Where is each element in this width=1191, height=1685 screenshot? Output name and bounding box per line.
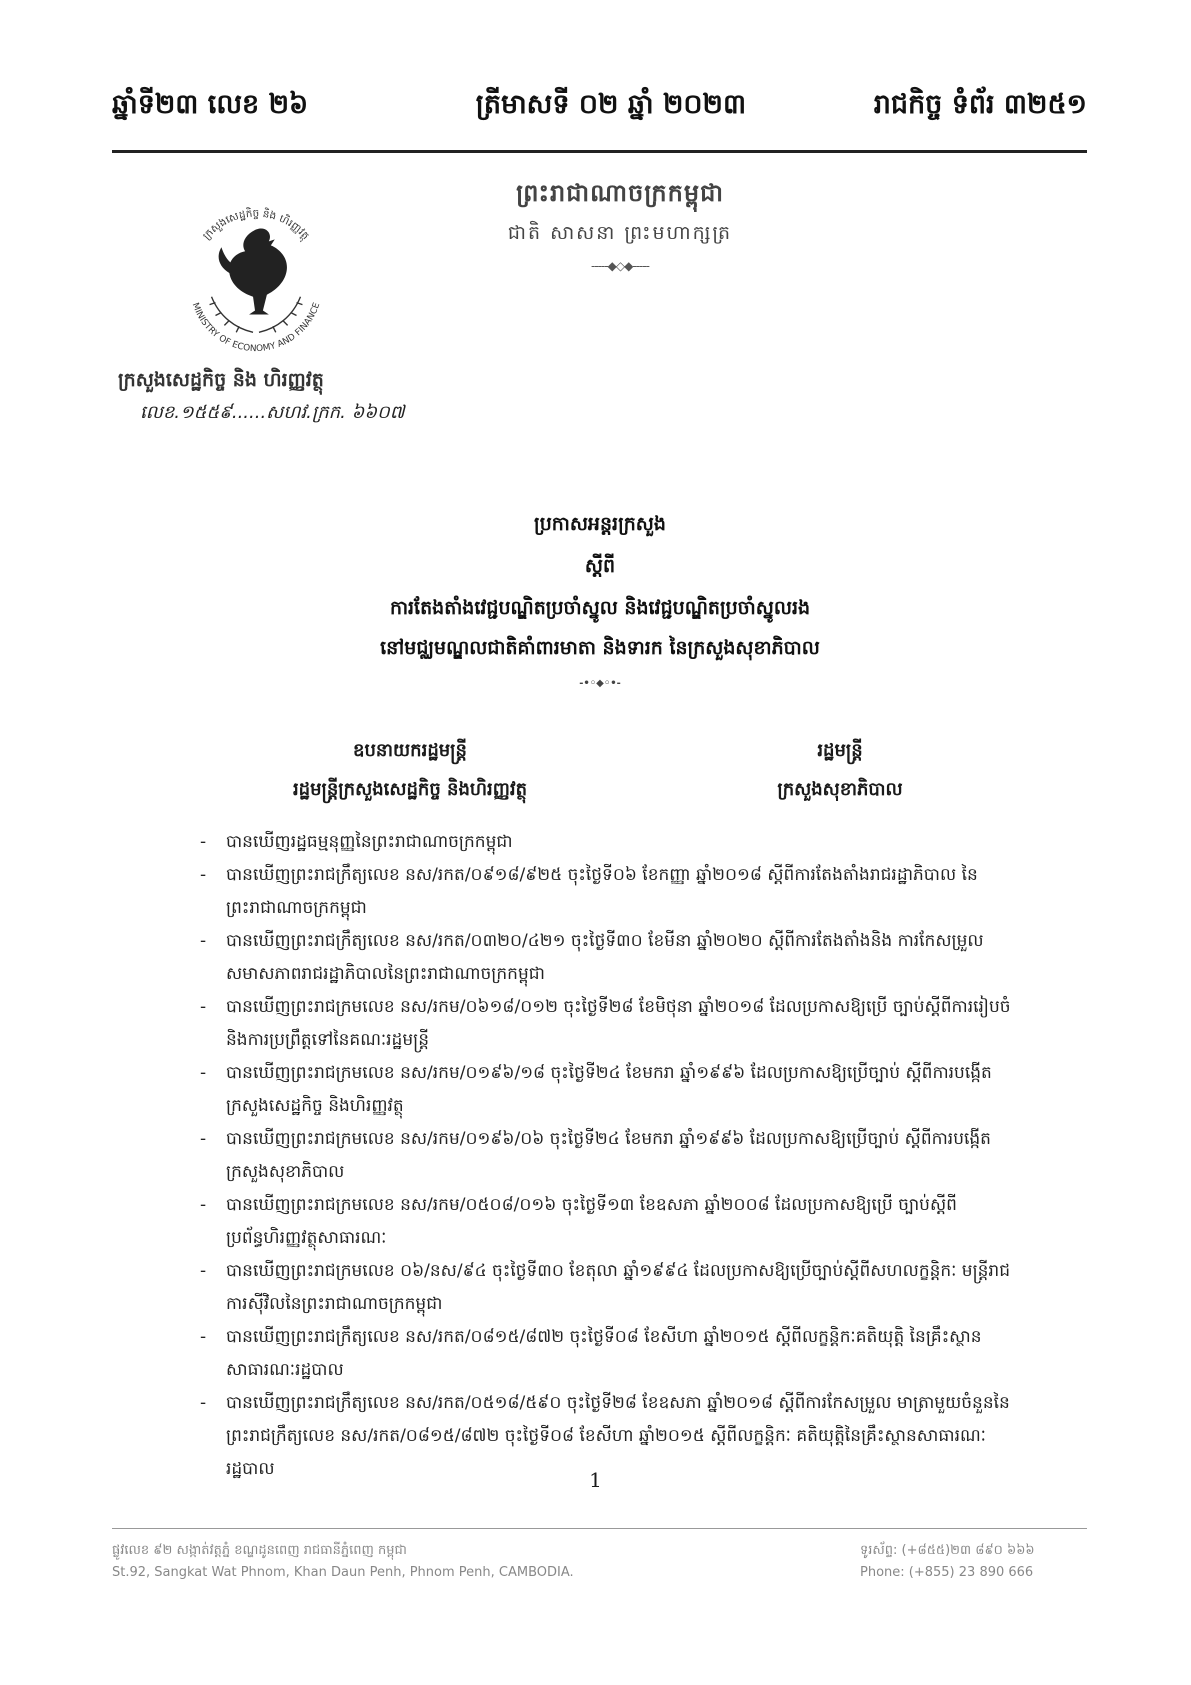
gazette-page: រាជកិច្ច ទំព័រ ៣២៥១: [873, 89, 1087, 120]
kingdom-heading: [465, 178, 775, 273]
title-line-4: នៅមជ្ឈមណ្ឌលជាតិគាំពារមាតា និងទារក នៃក្រសួងសុខាភិបាល: [380, 637, 820, 659]
signatory-left: [250, 738, 570, 804]
signatory-right-ministry: ក្រសួងសុខាភិបាល: [777, 779, 903, 800]
page-number: 1: [589, 1468, 602, 1492]
list-item: - បានឃើញព្រះរាជក្រមលេខ នស/រកម/០១៩៦/១៨ ចុះថ្ងៃទី២៤ ខែមករា ឆ្នាំ១៩៩៦ ដែលប្រកាសឱ្យប្រើច្បាប់ ស្តីពីការបង្កើតក្រសួងសេដ្ឋកិច្ច និងហិរញ្ញវត្ថុ: [200, 1057, 1030, 1123]
list-item: - បានឃើញព្រះរាជក្រឹត្យលេខ នស/រកត/០៥១៨/៥៩០ ចុះថ្ងៃទី២៨ ខែឧសភា ឆ្នាំ២០១៨ ស្តីពីការកែសម្រួល មាត្រាមួយចំនួននៃព្រះរាជក្រឹត្យលេខ នស/រកត/០៨១៥/៨៧២ ចុះថ្ងៃទី០៨ ខែសីហា ឆ្នាំ២០១៥ ស្តីពីលក្ខន្តិកៈ គតិយុត្តិនៃគ្រឹះស្ថានសាធារណៈរដ្ឋបាល: [200, 1387, 1030, 1486]
seal-text-top: ក្រសួងសេដ្ឋកិច្ច និង ហិរញ្ញវត្ថុ: [200, 207, 312, 243]
title-line-2: ស្តីពី: [584, 555, 616, 577]
kingdom-title: ព្រះរាជាណាចក្រកម្ពុជា: [516, 179, 724, 207]
signatory-right-title: រដ្ឋមន្ត្រី: [817, 740, 863, 761]
signatory-right: [740, 738, 940, 804]
footer-phone-en: Phone: (+855) 23 890 666: [860, 1565, 1034, 1580]
kinnari-bird-icon: [219, 228, 287, 314]
list-item: - បានឃើញព្រះរាជក្រមលេខ នស/រកម/០១៩៦/០៦ ចុះថ្ងៃទី២៤ ខែមករា ឆ្នាំ១៩៩៦ ដែលប្រកាសឱ្យប្រើច្បាប់ ស្តីពីការបង្កើតក្រសួងសុខាភិបាល: [200, 1123, 1030, 1189]
gazette-year-issue: ឆ្នាំទី២៣ លេខ ២៦: [112, 89, 309, 120]
document-title: [120, 512, 1080, 689]
considerations-list: [200, 826, 1030, 1486]
signatory-left-ministry: រដ្ឋមន្ត្រីក្រសួងសេដ្ឋកិច្ច និងហិរញ្ញវត្ថុ: [292, 779, 528, 800]
list-item: - បានឃើញរដ្ឋធម្មនុញ្ញនៃព្រះរាជាណាចក្រកម្ពុជា: [200, 826, 1030, 859]
kingdom-ornament: -----◆◇◆-----: [591, 259, 649, 273]
list-item: - បានឃើញព្រះរាជក្រមលេខ ០៦/នស/៩៤ ចុះថ្ងៃទី៣០ ខែតុលា ឆ្នាំ១៩៩៤ ដែលប្រកាសឱ្យប្រើច្បាប់ស្តីពីសហលក្ខន្តិកៈ មន្ត្រីរាជការស៊ីវិលនៃព្រះរាជាណាចក្រកម្ពុជា: [200, 1255, 1030, 1321]
title-line-3: ការតែងតាំងវេជ្ជបណ្ឌិតប្រចាំស្នូល និងវេជ្ជបណ្ឌិតប្រចាំស្នូលរង: [389, 597, 811, 619]
footer-phone: [860, 1540, 1035, 1584]
ministry-name: ក្រសួងសេដ្ឋកិច្ច និង ហិរញ្ញវត្ថុ: [118, 369, 324, 391]
list-item: - បានឃើញព្រះរាជក្រឹត្យលេខ នស/រកត/០៣២០/៤២១ ចុះថ្ងៃទី៣០ ខែមីនា ឆ្នាំ២០២០ ស្តីពីការតែងតាំងនិង ការកែសម្រួលសមាសភាពរាជរដ្ឋាភិបាលនៃព្រះរាជាណាចក្រកម្ពុជា: [200, 925, 1030, 991]
gazette-header: [112, 88, 1087, 127]
gazette-date: ត្រីមាសទី ០២ ឆ្នាំ ២០២៣: [475, 89, 747, 120]
list-item: - បានឃើញព្រះរាជក្រឹត្យលេខ នស/រកត/០៨១៥/៨៧២ ចុះថ្ងៃទី០៨ ខែសីហា ឆ្នាំ២០១៥ ស្តីពីលក្ខន្តិកៈគតិយុត្តិ នៃគ្រឹះស្ថានសាធារណៈរដ្ឋបាល: [200, 1321, 1030, 1387]
footer-address-en: St.92, Sangkat Wat Phnom, Khan Daun Penh, Phnom Penh, CAMBODIA.: [112, 1565, 574, 1580]
footer-phone-kh: ទូរស័ព្ទ: (+៨៥៥)២៣ ៨៩០ ៦៦៦: [860, 1543, 1035, 1558]
reference-number: លេខ.១៥៥៩......សហវ.ក្រក. ៦៦០៧: [140, 402, 405, 423]
seal-text-bottom: MINISTRY OF ECONOMY AND FINANCE: [189, 301, 323, 355]
footer-address: [112, 1540, 574, 1584]
title-line-1: ប្រកាសអន្តរក្រសួង: [534, 513, 666, 535]
title-ornament: -•◦◆◦•-: [579, 678, 621, 689]
footer-divider: [112, 1528, 1087, 1529]
ministry-seal-icon: [172, 188, 340, 356]
list-item: - បានឃើញព្រះរាជក្រមលេខ នស/រកម/០៥០៨/០១៦ ចុះថ្ងៃទី១៣ ខែឧសភា ឆ្នាំ២០០៨ ដែលប្រកាសឱ្យប្រើ ច្បាប់ស្តីពីប្រព័ន្ធហិរញ្ញវត្ថុសាធារណៈ: [200, 1189, 1030, 1255]
list-item: - បានឃើញព្រះរាជក្រឹត្យលេខ នស/រកត/០៩១៨/៩២៥ ចុះថ្ងៃទី០៦ ខែកញ្ញា ឆ្នាំ២០១៨ ស្តីពីការតែងតាំងរាជរដ្ឋាភិបាល នៃព្រះរាជាណាចក្រកម្ពុជា: [200, 859, 1030, 925]
list-item: - បានឃើញព្រះរាជក្រមលេខ នស/រកម/០៦១៨/០១២ ចុះថ្ងៃទី២៨ ខែមិថុនា ឆ្នាំ២០១៨ ដែលប្រកាសឱ្យប្រើ ច្បាប់ស្តីពីការរៀបចំនិងការប្រព្រឹត្តទៅនៃគណៈរដ្ឋមន្ត្រី: [200, 991, 1030, 1057]
footer-address-kh: ផ្លូវលេខ ៩២ សង្កាត់វត្តភ្នំ ខណ្ឌដូនពេញ រាជធានីភ្នំពេញ កម្ពុជា: [112, 1543, 407, 1558]
signatory-left-title: ឧបនាយករដ្ឋមន្ត្រី: [353, 740, 467, 761]
kingdom-motto: ជាតិ សាសនា ព្រះមហាក្សត្រ: [507, 222, 733, 244]
header-divider: [112, 150, 1087, 153]
